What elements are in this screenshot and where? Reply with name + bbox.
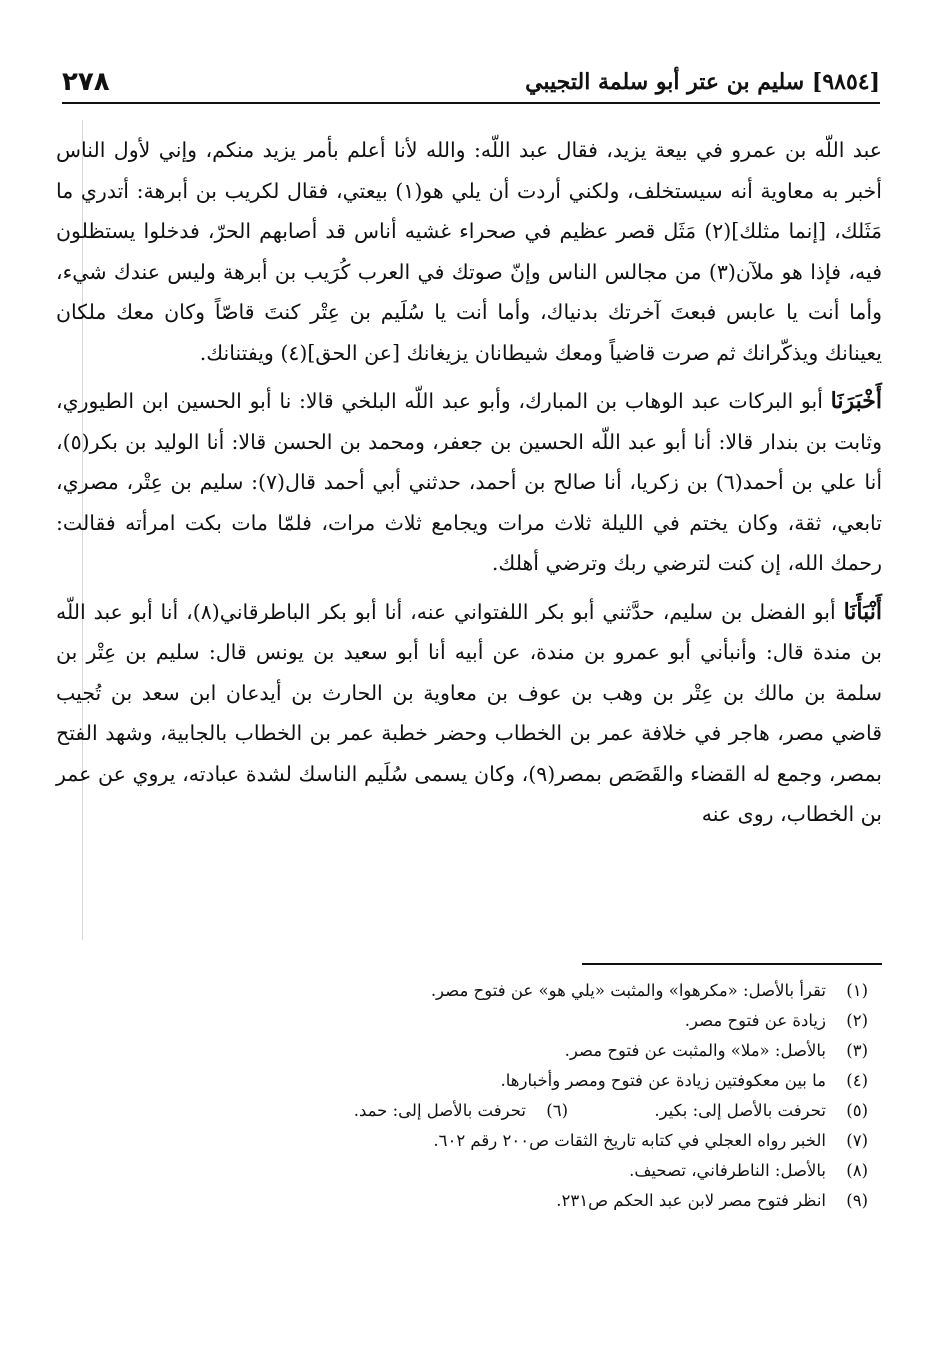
paragraph-text: أبو البركات عبد الوهاب بن المبارك، وأبو عبد اللّه البلخي قالا: نا أبو الحسين ابن الطيوري، وثابت بن بندار قالا: أنا أبو عبد اللّه الحسين بن جعفر، ومحمد بن الحسن قالا: أنا الوليد بن بكر(٥)، أنا علي بن أحمد(٦) بن زكريا، أنا صالح بن أحمد، حدثني أبي أحمد قال(٧): سليم بن عِتْر، مصري، تابعي، ثقة، وكان يختم في الليلة ثلاث مرات ويجامع ثلاث مرات، فلمّا مات بكت امرأته فقالت: رحمك الله، إن كنت لترضي ربك وترضي أهلك. (56, 389, 883, 575)
footnote-text: بالأصل: «ملا» والمثبت عن فتوح مصر. (564, 1041, 826, 1060)
page-number: ٢٧٨ (62, 67, 110, 97)
footnote-number: (٦) (546, 1101, 568, 1120)
footnote (70, 976, 868, 1006)
footnote-number: (١) (846, 981, 868, 1000)
footnote (354, 1096, 568, 1126)
lead-word: أَنْبَأَنَا (843, 598, 882, 625)
footnote-separator (582, 963, 882, 965)
footnote-text: زيادة عن فتوح مصر. (684, 1011, 826, 1030)
footnote (70, 1006, 868, 1036)
footnote-pair (70, 1096, 868, 1126)
footnote-number: (٤) (846, 1071, 868, 1090)
footnote-text: تحرفت بالأصل إلى: بكير. (654, 1101, 826, 1120)
footnote-number: (٩) (846, 1191, 868, 1210)
footnotes (70, 976, 868, 1216)
paragraph (56, 130, 882, 373)
paragraph-text: أبو الفضل بن سليم، حدَّثني أبو بكر اللفتواني عنه، أنا أبو بكر الباطرقاني(٨)، أنا أبو عبد اللّه بن مندة قال: وأنبأني أبو عمرو بن مندة، عن أبيه أنا أبو سعيد بن يونس قال: سليم بن عِتْر بن سلمة بن مالك بن عِتْر بن وهب بن عوف بن معاوية بن الحارث بن أيدعان ابن سعد بن تُجيب قاضي مصر، هاجر في خلافة عمر بن الخطاب وحضر خطبة عمر بن الخطاب بالجابية، وشهد الفتح بمصر، وجمع له القضاء والقَصَص بمصر(٩)، وكان يسمى سُلَيم الناسك لشدة عبادته، يروي عن عمر بن الخطاب، روى عنه (56, 599, 883, 826)
footnote (70, 1156, 868, 1186)
footnote-text: انظر فتوح مصر لابن عبد الحكم ص٢٣١. (556, 1191, 826, 1210)
lead-word: أَخْبَرَنَا (830, 388, 882, 414)
running-head: [٩٨٥٤] سليم بن عتر أبو سلمة التجيبي (525, 69, 880, 95)
footnote (70, 1066, 868, 1096)
footnote-text: ما بين معكوفتين زيادة عن فتوح ومصر وأخبارها. (500, 1071, 826, 1090)
footnote (70, 1126, 868, 1156)
footnote-number: (٢) (846, 1011, 868, 1030)
page-header (62, 62, 880, 104)
main-text (56, 130, 882, 843)
paragraph (56, 592, 882, 835)
footnote-text: بالأصل: الناطرفاني، تصحيف. (629, 1161, 826, 1180)
footnote-number: (٨) (846, 1161, 868, 1180)
paragraph-text: عبد اللّه بن عمرو في بيعة يزيد، فقال عبد اللّه: والله لأنا أعلم بأمر يزيد منكم، وإني لأول الناس أخبر به معاوية أنه سيستخلف، ولكني أردت أن يلي هو(١) بيعتي، فقال لكريب بن أبرهة: أتدري ما مَثَلك، [إنما مثلك](٢) مَثَل قصر عظيم في صحراء غشيه أناس قد أصابهم الحرّ، فدخلوا يستظلون فيه، فإذا هو ملآن(٣) من مجالس الناس وإنّ صوتك في العرب كُرَيب بن أبرهة وليس عندك شيء، وأما أنت يا عابس فبعتَ آخرتك بدنياك، وأما أنت يا سُلَيم بن عِتْر كنتَ قاصّاً وكان معك ملكان يعينانك ويذكّرانك ثم صرت قاضياً ومعك شيطانان يزيغانك [عن الحق](٤) ويفتنانك. (56, 138, 882, 365)
paragraph (56, 381, 882, 584)
footnote-number: (٧) (846, 1131, 868, 1150)
footnote (70, 1186, 868, 1216)
footnote (568, 1096, 868, 1126)
footnote-text: تحرفت بالأصل إلى: حمد. (353, 1101, 526, 1120)
footnote (70, 1036, 868, 1066)
footnote-text: الخبر رواه العجلي في كتابه تاريخ الثقات ص٢٠٠ رقم ٦٠٢. (433, 1131, 826, 1150)
footnote-number: (٥) (846, 1101, 868, 1120)
footnote-number: (٣) (846, 1041, 868, 1060)
footnote-text: تقرأ بالأصل: «مكرهوا» والمثبت «يلي هو» عن فتوح مصر. (430, 981, 826, 1000)
